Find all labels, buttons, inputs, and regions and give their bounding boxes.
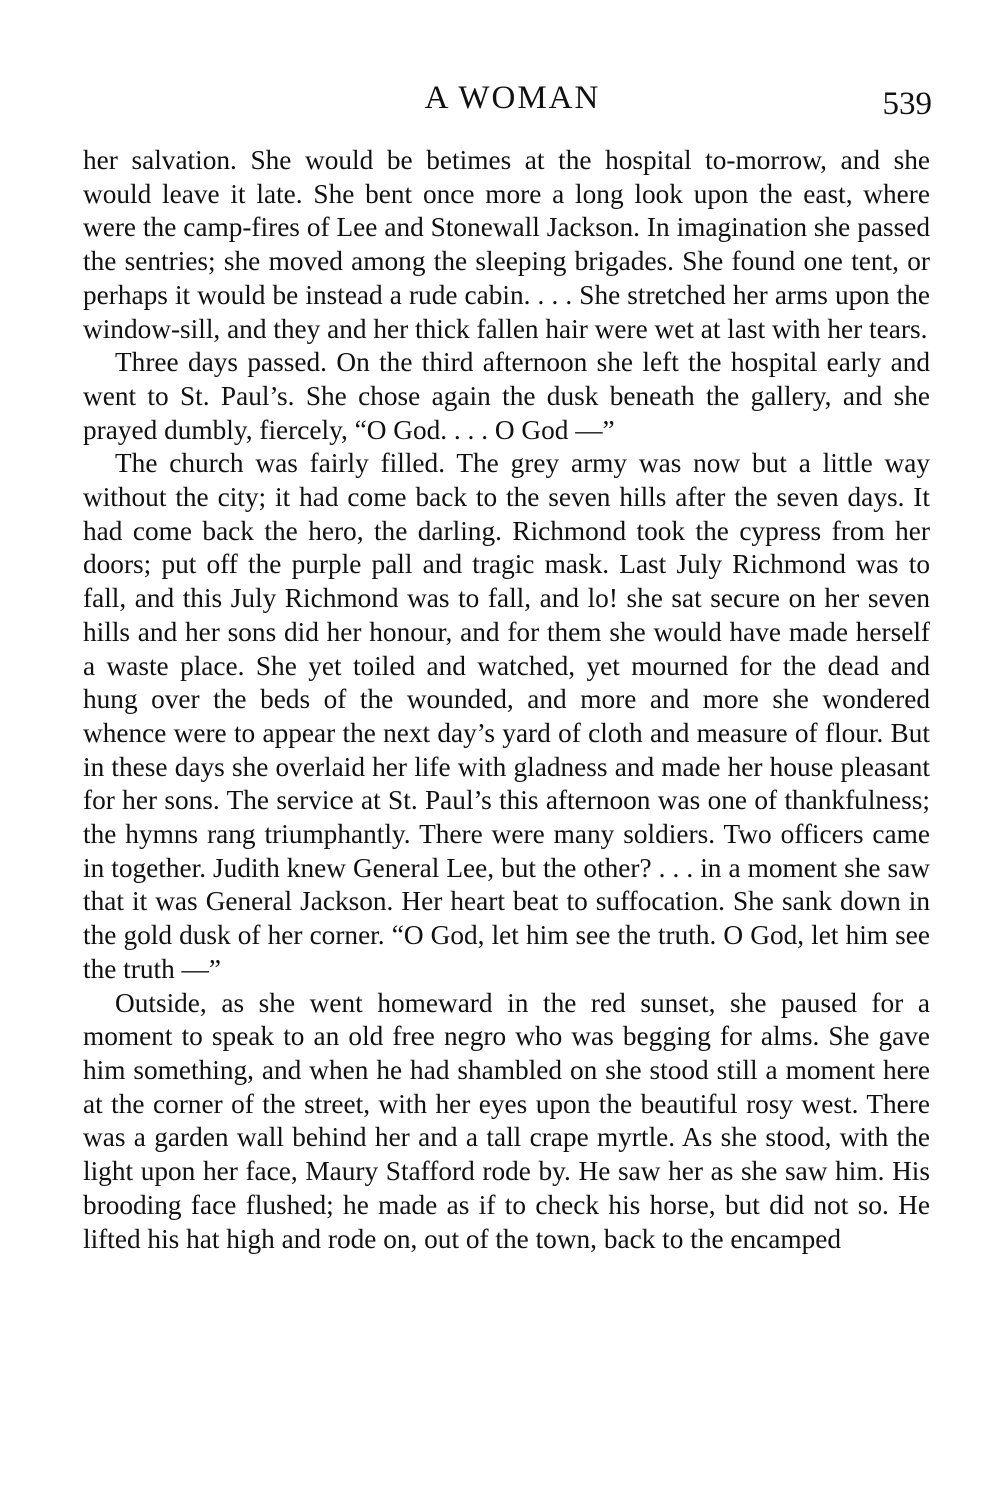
running-head (0, 76, 1000, 120)
page-number: 539 (882, 86, 932, 122)
running-title: A WOMAN (424, 80, 601, 116)
paragraph-continuation: her salvation. She would be betimes at the hospital to-morrow, and she would leave it late. She bent once more a long look upon the east, where were the camp-fires of Lee and Stonewall Jackson. In imagination she passed the sentries; she moved among the sleeping brigades. She found one tent, or perhaps it would be instead a rude cabin. . . . She stretched her arms upon the window-sill, and they and her thick fallen hair were wet at last with her tears. (83, 145, 930, 344)
paragraph-outside: Outside, as she went homeward in the red sunset, she paused for a moment to speak to an old free negro who was begging for alms. She gave him something, and when he had shambled on she stood still a moment here at the corner of the street, with her eyes upon the beautiful rosy west. There was a garden wall behind her and a tall crape myrtle. As she stood, with the light upon her face, Maury Stafford rode by. He saw her as she saw him. His brooding face flushed; he made as if to check his horse, but did not so. He lifted his hat high and rode on, out of the town, back to the encamped (83, 987, 930, 1254)
paragraph-church: The church was fairly filled. The grey army was now but a little way without the city; it had come back to the seven hills after the seven days. It had come back the hero, the darling. Richmond took the cypress from her doors; put off the purple pall and tragic mask. Last July Richmond was to fall, and this July Richmond was to fall, and lo! she sat secure on her seven hills and her sons did her honour, and for them she would have made herself a waste place. She yet toiled and watched, yet mourned for the dead and hung over the beds of the wounded, and more and more she wondered whence were to appear the next day’s yard of cloth and measure of flour. But in these days she overlaid her life with gladness and made her house pleasant for her sons. The service at St. Paul’s this afternoon was one of thankfulness; the hymns rang triumphantly. There were many soldiers. Two officers came in together. Judith knew General Lee, but the other? . . . in a moment she saw that it was General Jackson. Her heart beat to suffocation. She sank down in the gold dusk of her corner. “O God, let him see the truth. O God, let him see the truth —” (83, 448, 930, 984)
paragraph-three-days: Three days passed. On the third afternoon she left the hospital early and went to St. Paul’s. She chose again the dusk beneath the gallery, and she prayed dumbly, fiercely, “O God. . . . O God —” (83, 347, 930, 445)
body-text (83, 144, 930, 1256)
